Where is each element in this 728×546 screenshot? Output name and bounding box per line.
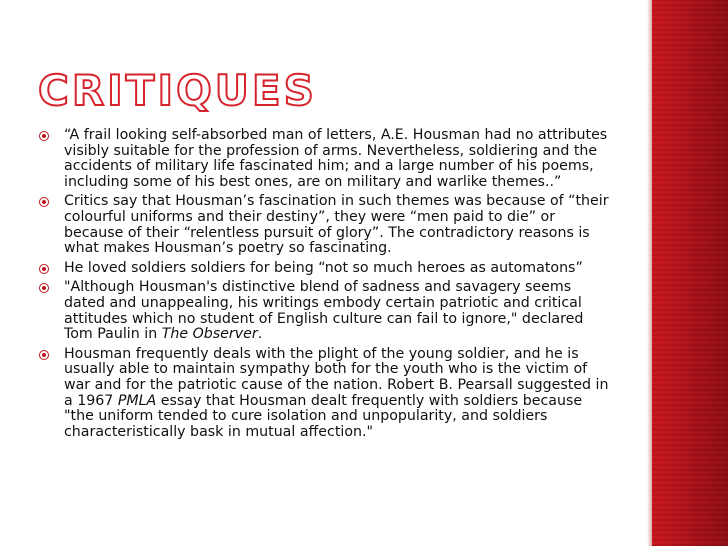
bullet-icon: [39, 131, 49, 141]
slide-title: CRITIQUES: [38, 66, 317, 115]
bullet-text-end: essay that Housman dealt frequently with soldiers because "the uniform tended to cure isolation and unpopularity, and soldiers characteristically bask in mutual affection.": [64, 392, 583, 440]
bullet-icon: [39, 264, 49, 274]
bullet-text-end: .: [257, 326, 263, 343]
bullet-icon: [39, 350, 49, 360]
bullet-text: He loved soldiers soldiers for being “not so much heroes as automatons”: [64, 259, 583, 276]
bullet-item: [36, 261, 614, 277]
decorative-red-band: [652, 0, 728, 546]
bullet-item: [36, 280, 614, 342]
bullet-list: [36, 128, 614, 444]
bullet-text: Critics say that Housman’s fascination in such themes was because of “their colourful uniforms and their destiny”, they were “men paid to die” or because of their “relentless pursuit of glory”. The contradictory reasons is what makes Housman’s poetry so fascinating.: [64, 193, 609, 257]
bullet-text: "Although Housman's distinctive blend of sadness and savagery seems dated and unappealing, his writings embody certain patriotic and critical attitudes which no student of English culture can fail to ignore," declared Tom Paulin in: [64, 279, 584, 343]
bullet-item: [36, 194, 614, 256]
bullet-item: [36, 128, 614, 190]
bullet-icon: [39, 197, 49, 207]
publication-title: The Observer: [161, 326, 258, 343]
bullet-text: “A frail looking self-absorbed man of letters, A.E. Housman had no attributes visibly suitable for the profession of arms. Nevertheless, soldiering and the accidents of military life fascinated him; and a large number of his poems, including some of his best ones, are on military and warlike themes..”: [64, 127, 608, 190]
bullet-item: [36, 347, 614, 441]
bullet-text: Housman frequently deals with the plight of the young soldier, and he is usually able to maintain sympathy both for the youth who is the victim of war and for the patriotic cause of the nation. Robert B. Pearsall suggested in a 1967: [64, 345, 609, 409]
bullet-icon: [39, 283, 49, 293]
journal-title: PMLA: [117, 392, 157, 409]
